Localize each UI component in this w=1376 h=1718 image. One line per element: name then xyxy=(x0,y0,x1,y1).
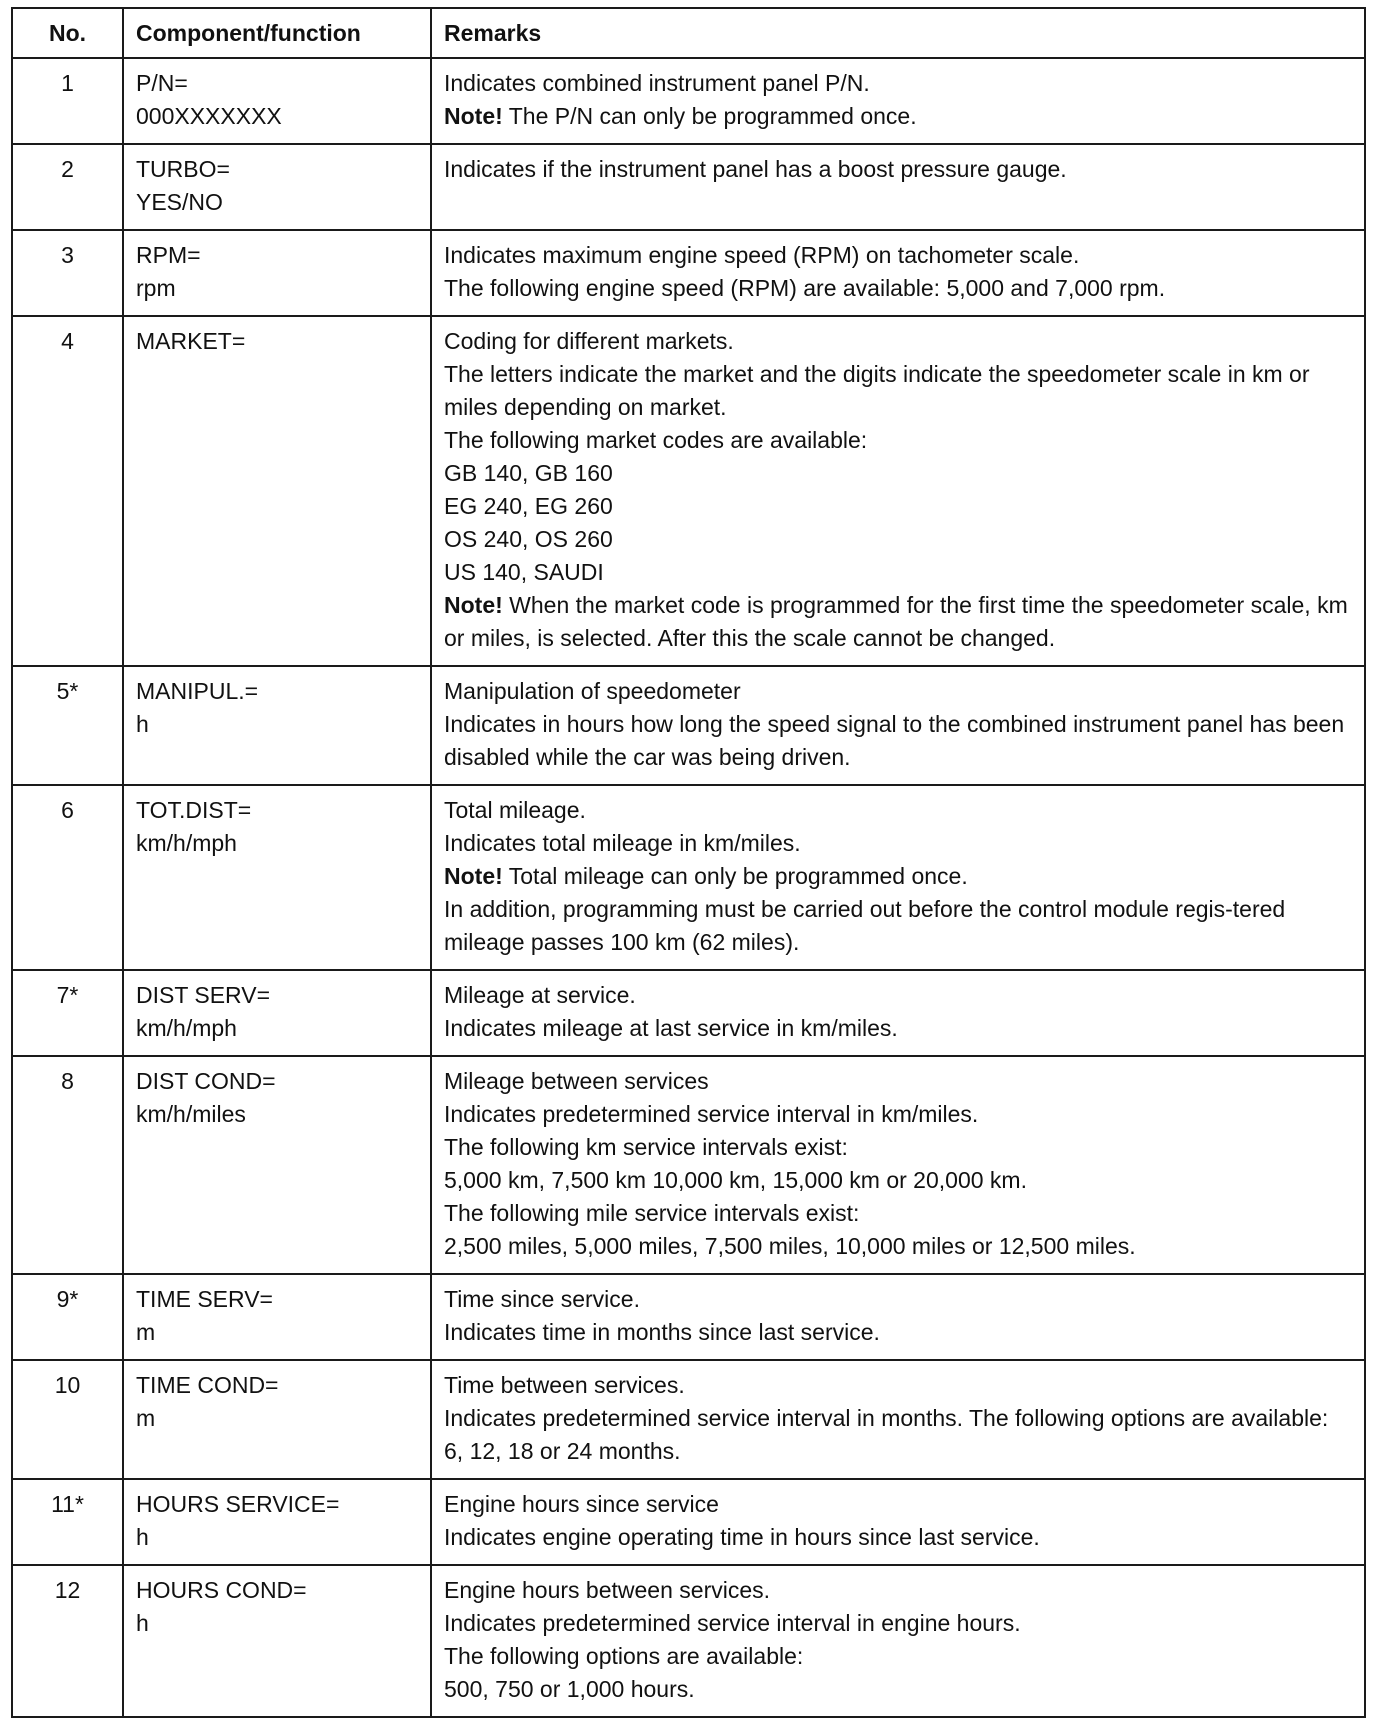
table-row xyxy=(12,1565,1365,1717)
component-line: m xyxy=(136,1405,156,1431)
component-cell xyxy=(123,316,431,666)
remark-line xyxy=(444,100,1354,133)
remarks-cell xyxy=(431,970,1365,1056)
remark-line xyxy=(444,490,1354,523)
table-row xyxy=(12,1360,1365,1479)
component-line: HOURS SERVICE= xyxy=(136,1491,340,1517)
remark-text: Indicates engine operating time in hours since last service. xyxy=(444,1524,1040,1550)
row-number: 1 xyxy=(12,58,123,144)
row-number: 2 xyxy=(12,144,123,230)
table-row xyxy=(12,144,1365,230)
component-line: TIME COND= xyxy=(136,1372,279,1398)
note-label: Note! xyxy=(444,103,503,129)
remark-text: The following engine speed (RPM) are available: 5,000 and 7,000 rpm. xyxy=(444,275,1166,301)
remark-text: Indicates combined instrument panel P/N. xyxy=(444,70,870,96)
remark-text: OS 240, OS 260 xyxy=(444,526,613,552)
remark-text: 2,500 miles, 5,000 miles, 7,500 miles, 10,000 miles or 12,500 miles. xyxy=(444,1233,1136,1259)
remark-text: Coding for different markets. xyxy=(444,328,734,354)
table-row xyxy=(12,58,1365,144)
remark-line xyxy=(444,675,1354,708)
remark-line xyxy=(444,153,1354,186)
table-row xyxy=(12,970,1365,1056)
remark-text: Total mileage. xyxy=(444,797,586,823)
remark-text: Indicates predetermined service interval in months. The following options are available: xyxy=(444,1405,1329,1431)
remark-line xyxy=(444,589,1354,655)
remark-line xyxy=(444,1607,1354,1640)
remark-line xyxy=(444,1164,1354,1197)
remark-text: US 140, SAUDI xyxy=(444,559,604,585)
header-row xyxy=(12,8,1365,58)
remark-text: Total mileage can only be programmed once. xyxy=(502,863,968,889)
remark-text: In addition, programming must be carried out before the control module regis-tered mileage passes 100 km (62 miles). xyxy=(444,896,1292,955)
remark-text: The P/N can only be programmed once. xyxy=(502,103,917,129)
table-header xyxy=(12,8,1365,58)
remark-line xyxy=(444,1283,1354,1316)
component-cell xyxy=(123,1565,431,1717)
component-line: rpm xyxy=(136,275,176,301)
remarks-cell xyxy=(431,316,1365,666)
remark-text: Engine hours between services. xyxy=(444,1577,771,1603)
remark-line xyxy=(444,1197,1354,1230)
remark-text: Engine hours since service xyxy=(444,1491,719,1517)
component-line: MANIPUL.= xyxy=(136,678,259,704)
remark-text: Indicates in hours how long the speed signal to the combined instrument panel has been disabled while the car was being driven. xyxy=(444,711,1351,770)
row-number: 10 xyxy=(12,1360,123,1479)
row-number: 3 xyxy=(12,230,123,316)
remark-line xyxy=(444,1435,1354,1468)
remark-line xyxy=(444,1673,1354,1706)
remarks-cell xyxy=(431,1565,1365,1717)
remark-text: GB 140, GB 160 xyxy=(444,460,613,486)
remark-text: Indicates time in months since last service. xyxy=(444,1319,880,1345)
remark-line xyxy=(444,1402,1354,1435)
remark-text: The following mile service intervals exist: xyxy=(444,1200,860,1226)
component-cell xyxy=(123,666,431,785)
remark-text: When the market code is programmed for the first time the speedometer scale, km or miles, is selected. After this the scale cannot be changed. xyxy=(444,592,1355,651)
component-line: 000XXXXXXX xyxy=(136,103,282,129)
component-line: h xyxy=(136,1610,149,1636)
remark-text: Indicates maximum engine speed (RPM) on tachometer scale. xyxy=(444,242,1080,268)
component-line: DIST SERV= xyxy=(136,982,271,1008)
component-cell xyxy=(123,144,431,230)
remark-line xyxy=(444,1369,1354,1402)
remark-text: Time between services. xyxy=(444,1372,685,1398)
header-component: Component/function xyxy=(123,8,431,58)
table-row xyxy=(12,316,1365,666)
remarks-cell xyxy=(431,58,1365,144)
component-line: DIST COND= xyxy=(136,1068,276,1094)
remarks-cell xyxy=(431,1479,1365,1565)
remarks-cell xyxy=(431,230,1365,316)
remark-line xyxy=(444,358,1354,424)
row-number: 6 xyxy=(12,785,123,970)
component-line: P/N= xyxy=(136,70,188,96)
row-number: 5* xyxy=(12,666,123,785)
table-row xyxy=(12,1479,1365,1565)
component-line: YES/NO xyxy=(136,189,223,215)
row-number: 4 xyxy=(12,316,123,666)
component-cell xyxy=(123,1056,431,1274)
header-remarks: Remarks xyxy=(431,8,1365,58)
component-cell xyxy=(123,970,431,1056)
component-line: TURBO= xyxy=(136,156,230,182)
table-row xyxy=(12,230,1365,316)
component-line: MARKET= xyxy=(136,328,246,354)
table-body xyxy=(12,58,1365,1717)
component-line: m xyxy=(136,1319,156,1345)
remark-line xyxy=(444,1574,1354,1607)
remark-line xyxy=(444,979,1354,1012)
remarks-cell xyxy=(431,1274,1365,1360)
remark-line xyxy=(444,827,1354,860)
remarks-cell xyxy=(431,785,1365,970)
note-label: Note! xyxy=(444,592,503,618)
remark-line xyxy=(444,1012,1354,1045)
remark-text: Indicates predetermined service interval in km/miles. xyxy=(444,1101,979,1127)
note-label: Note! xyxy=(444,863,503,889)
remarks-cell xyxy=(431,1360,1365,1479)
remark-line xyxy=(444,708,1354,774)
remark-line xyxy=(444,1065,1354,1098)
row-number: 7* xyxy=(12,970,123,1056)
remark-line xyxy=(444,794,1354,827)
component-line: km/h/mph xyxy=(136,830,237,856)
remark-line xyxy=(444,1316,1354,1349)
remark-line xyxy=(444,272,1354,305)
table-row xyxy=(12,1056,1365,1274)
remark-line xyxy=(444,424,1354,457)
remark-line xyxy=(444,67,1354,100)
component-cell xyxy=(123,1360,431,1479)
component-table xyxy=(11,7,1366,1718)
remark-line xyxy=(444,860,1354,893)
remark-text: EG 240, EG 260 xyxy=(444,493,613,519)
component-line: h xyxy=(136,711,149,737)
remark-text: Indicates total mileage in km/miles. xyxy=(444,830,801,856)
component-cell xyxy=(123,785,431,970)
table-row xyxy=(12,666,1365,785)
remark-text: 6, 12, 18 or 24 months. xyxy=(444,1438,681,1464)
remark-text: Mileage between services xyxy=(444,1068,709,1094)
remark-text: Indicates mileage at last service in km/miles. xyxy=(444,1015,898,1041)
component-line: RPM= xyxy=(136,242,201,268)
component-line: TOT.DIST= xyxy=(136,797,252,823)
row-number: 12 xyxy=(12,1565,123,1717)
component-line: km/h/miles xyxy=(136,1101,246,1127)
remark-text: 500, 750 or 1,000 hours. xyxy=(444,1676,695,1702)
row-number: 11* xyxy=(12,1479,123,1565)
remark-line xyxy=(444,523,1354,556)
remarks-cell xyxy=(431,666,1365,785)
remark-line xyxy=(444,1521,1354,1554)
remark-text: The letters indicate the market and the digits indicate the speedometer scale in km or miles depending on market. xyxy=(444,361,1316,420)
remarks-cell xyxy=(431,144,1365,230)
row-number: 8 xyxy=(12,1056,123,1274)
remark-text: Indicates predetermined service interval in engine hours. xyxy=(444,1610,1021,1636)
remark-line xyxy=(444,325,1354,358)
remark-line xyxy=(444,556,1354,589)
component-line: HOURS COND= xyxy=(136,1577,307,1603)
component-cell xyxy=(123,1479,431,1565)
remark-line xyxy=(444,1098,1354,1131)
remark-text: The following options are available: xyxy=(444,1643,804,1669)
component-line: h xyxy=(136,1524,149,1550)
component-cell xyxy=(123,58,431,144)
remark-line xyxy=(444,1640,1354,1673)
remark-text: Time since service. xyxy=(444,1286,640,1312)
component-line: TIME SERV= xyxy=(136,1286,273,1312)
component-cell xyxy=(123,1274,431,1360)
header-no: No. xyxy=(12,8,123,58)
component-cell xyxy=(123,230,431,316)
remark-text: 5,000 km, 7,500 km 10,000 km, 15,000 km or 20,000 km. xyxy=(444,1167,1027,1193)
remark-line xyxy=(444,239,1354,272)
remarks-cell xyxy=(431,1056,1365,1274)
remark-text: Manipulation of speedometer xyxy=(444,678,741,704)
component-line: km/h/mph xyxy=(136,1015,237,1041)
remark-line xyxy=(444,893,1354,959)
remark-line xyxy=(444,1131,1354,1164)
remark-text: The following km service intervals exist: xyxy=(444,1134,848,1160)
table-row xyxy=(12,785,1365,970)
remark-line xyxy=(444,1488,1354,1521)
remark-text: Indicates if the instrument panel has a boost pressure gauge. xyxy=(444,156,1067,182)
remark-line xyxy=(444,1230,1354,1263)
row-number: 9* xyxy=(12,1274,123,1360)
remark-text: The following market codes are available: xyxy=(444,427,868,453)
remark-text: Mileage at service. xyxy=(444,982,636,1008)
table-row xyxy=(12,1274,1365,1360)
remark-line xyxy=(444,457,1354,490)
